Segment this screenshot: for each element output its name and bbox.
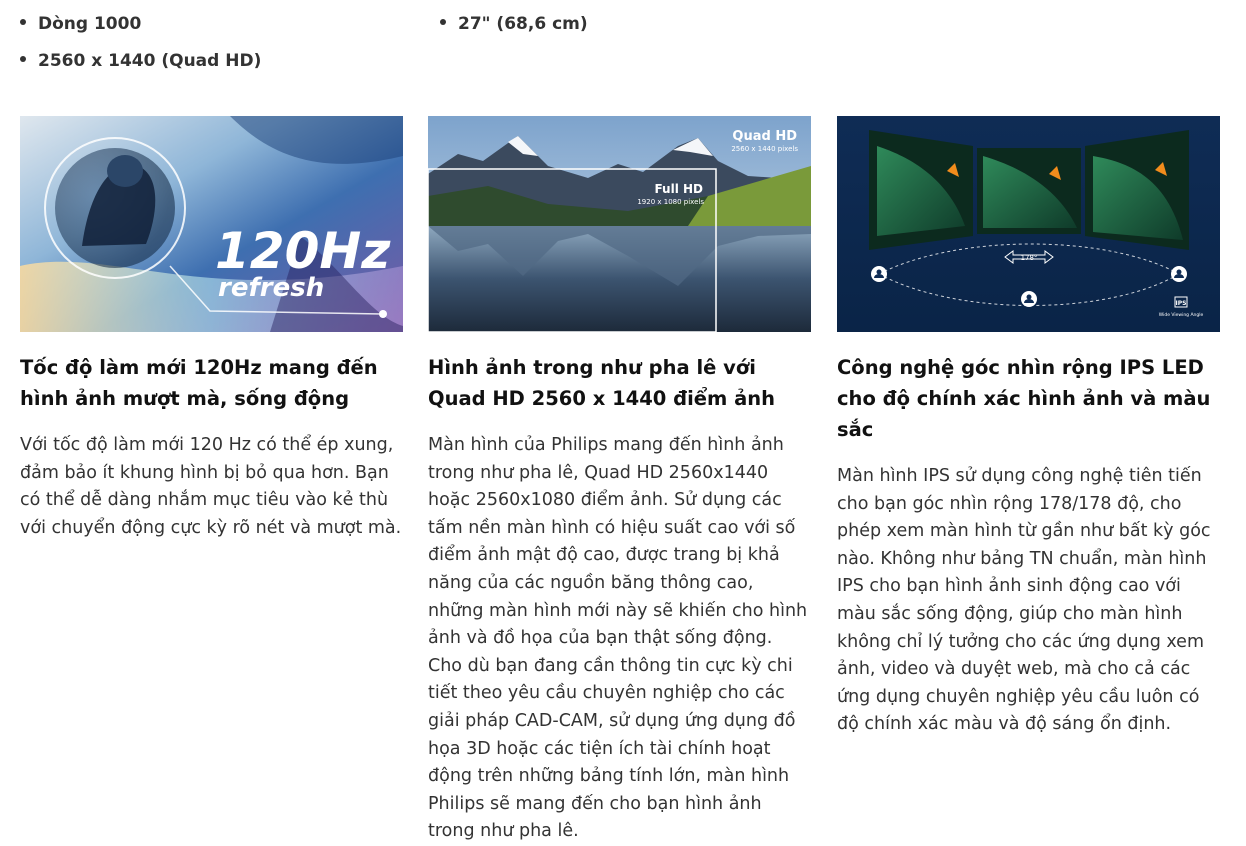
viewer-icon-left [871, 266, 887, 282]
feature-image-ips [837, 116, 1220, 332]
bullet-icon [20, 19, 26, 25]
feature-card-quad-hd [428, 116, 811, 846]
spec-list [20, 14, 1226, 84]
feature-description: Màn hình IPS sử dụng công nghệ tiên tiến cho bạn góc nhìn rộng 178/178 độ, cho phép xem màn hình từ gần như bất kỳ góc nào. Không như bảng TN chuẩn, màn hình IPS cho bạn hình ảnh sinh động cao với màu sắc sống động, giúp cho màn hình không chỉ lý tưởng cho các ứng dụng xem ảnh, video và duyệt web, mà cho cả các ứng dụng chuyên nghiệp yêu cầu luôn có độ chính xác màu và độ sáng ổn định. [837, 466, 1211, 735]
feature-image-120hz [20, 116, 403, 332]
image-text-angle: 178° [1020, 254, 1038, 262]
feature-description: Với tốc độ làm mới 120 Hz có thể ép xung, đảm bảo ít khung hình bị bỏ qua hơn. Bạn có thể dễ dàng nhắm mục tiêu vào kẻ thù với chuyển động cực kỳ rõ nét và mượt mà. [20, 435, 402, 538]
image-text-full-hd: Full HD [654, 182, 703, 196]
image-text-quad-hd-pixels: 2560 x 1440 pixels [731, 145, 798, 153]
bullet-icon [440, 19, 446, 25]
viewer-icon-right [1171, 266, 1187, 282]
viewer-icon-center [1021, 291, 1037, 307]
spec-item-series [20, 14, 141, 34]
spec-item-resolution [20, 51, 261, 71]
image-text-wide-viewing-angle: Wide Viewing Angle [1158, 313, 1204, 318]
feature-description: Màn hình của Philips mang đến hình ảnh trong như pha lê, Quad HD 2560x1440 hoặc 2560x1080 điểm ảnh. Sử dụng các tấm nền màn hình có hiệu suất cao với số điểm ảnh mật độ cao, được trang bị khả năng của các nguồn băng thông cao, những màn hình mới này sẽ khiến cho hình ảnh và đồ họa của bạn thật sống động. Cho dù bạn đang cần thông tin cực kỳ chi tiết theo yêu cầu chuyên nghiệp cho các giải pháp CAD-CAM, sử dụng ứng dụng đồ họa 3D hoặc các tiện ích tài chính hoạt động trên những bảng tính lớn, màn hình Philips sẽ mang đến cho bạn hình ảnh trong như pha lê. [428, 435, 808, 842]
image-text-full-hd-pixels: 1920 x 1080 pixels [637, 198, 704, 206]
spec-item-size [440, 14, 588, 34]
image-text-quad-hd: Quad HD [732, 129, 797, 144]
image-text-refresh: refresh [218, 273, 325, 303]
image-text-120hz: 120Hz [215, 222, 391, 280]
feature-title: Tốc độ làm mới 120Hz mang đến hình ảnh mượt mà, sống động [20, 356, 378, 410]
spec-label: 27" (68,6 cm) [458, 14, 588, 34]
feature-title: Hình ảnh trong như pha lê với Quad HD 2560 x 1440 điểm ảnh [428, 356, 776, 410]
feature-card-refresh-rate [20, 116, 403, 542]
ips-panels [869, 130, 1189, 250]
spec-label: 2560 x 1440 (Quad HD) [38, 51, 262, 71]
feature-image-quad-hd [428, 116, 811, 332]
image-text-ips: IPS [1175, 300, 1187, 307]
feature-card-ips [837, 116, 1220, 739]
bullet-icon [20, 56, 26, 62]
spec-label: Dòng 1000 [38, 14, 142, 34]
feature-title: Công nghệ góc nhìn rộng IPS LED cho độ chính xác hình ảnh và màu sắc [837, 356, 1211, 441]
